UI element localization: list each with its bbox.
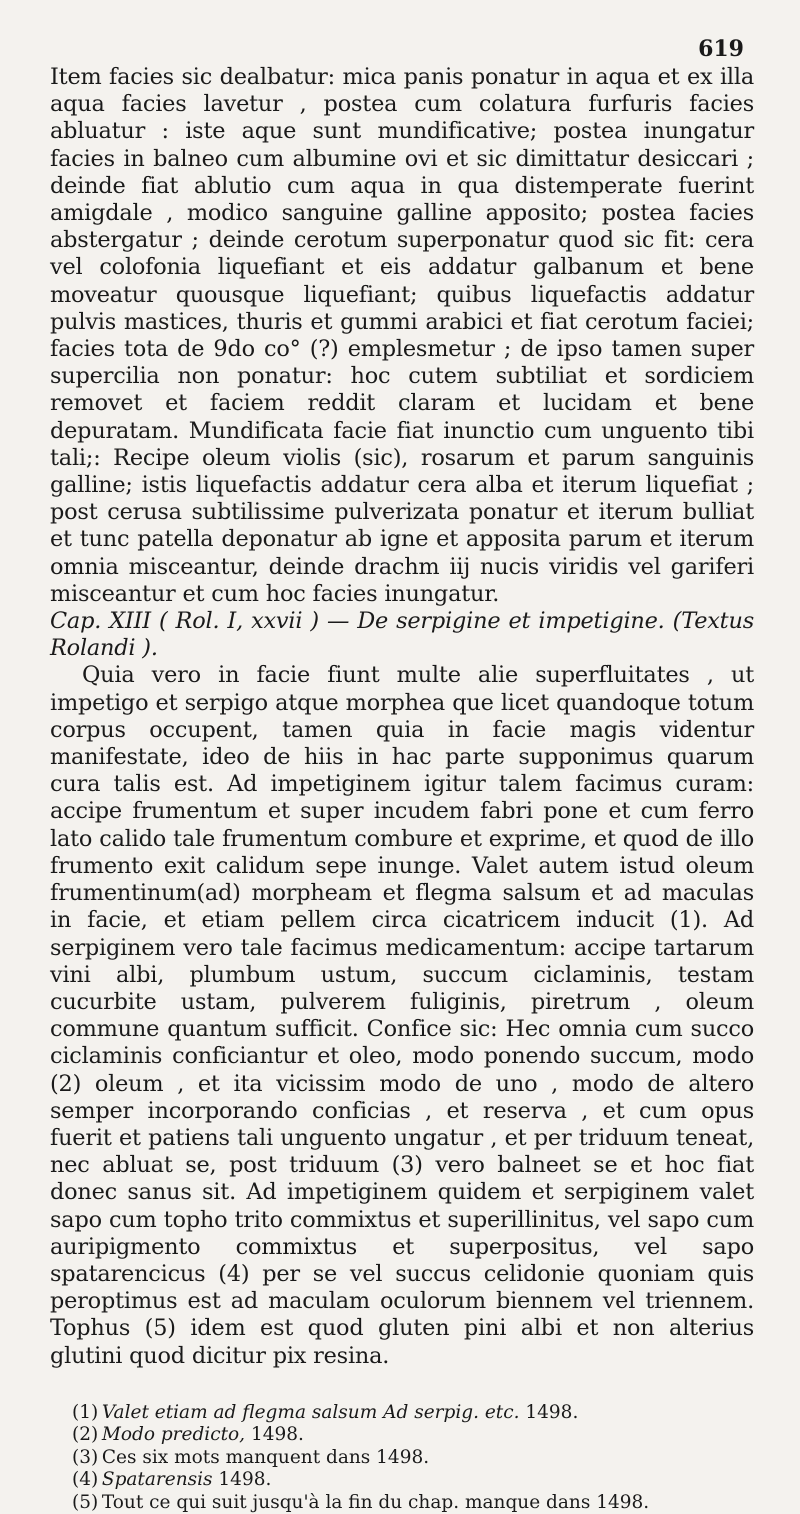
footnote [72, 1447, 754, 1470]
footnote [72, 1402, 754, 1425]
footnote-number: (4) [72, 1469, 99, 1491]
footnote-number: (1) [72, 1401, 99, 1423]
footnote-tail: 1498. [250, 1424, 304, 1446]
footnote-text: Valet etiam ad flegma salsum Ad serpig. etc. [101, 1401, 520, 1423]
footnote [72, 1492, 754, 1514]
footnote-tail: 1498. [218, 1469, 272, 1491]
footnote-number: (2) [72, 1424, 99, 1446]
page-number: 619 [698, 36, 744, 62]
paragraph: Quia vero in facie fiunt multe alie superfluitates , ut impetigo et serpigo atque morphea que licet quandoque totum corpus occupent, tamen quia in facie magis videntur manifestate, ideo de hiis in hac parte supponimus quarum cura talis est. Ad impetiginem igitur talem facimus curam: accipe frumentum et super incudem fabri pone et cum ferro lato calido tale frumentum combure et exprime, et quod de illo frumento exit calidum sepe inunge. Valet autem istud oleum frumentinum(ad) morpheam et flegma salsum et ad maculas in facie, et etiam pellem circa cicatricem inducit (1). Ad serpiginem vero tale facimus medicamentum: accipe tartarum vini albi, plumbum ustum, succum ciclaminis, testam cucurbite ustam, pulverem fuliginis, piretrum , oleum commune quantum sufficit. Confice sic: Hec omnia cum succo ciclaminis conficiantur et oleo, modo ponendo succum, modo (2) oleum , et ita vicissim modo de uno , modo de altero semper incorporando conficias , et reserva , et cum opus fuerit et patiens tali unguento ungatur , et per triduum teneat, nec abluat se, post triduum (3) vero balneet se et hoc fiat donec sanus sit. Ad impetiginem quidem et serpiginem valet sapo cum topho trito commixtus et superillinitus, vel sapo cum auripigmento commixtus et superpositus, vel sapo spatarencicus (4) per se vel succus celidonie quoniam quis peroptimus est ad maculam oculorum biennem vel triennem. Tophus (5) idem est quod gluten pini albi et non alterius glutini quod dicitur pix resina. [50, 662, 754, 1369]
footnote-text: Spatarensis [101, 1469, 213, 1491]
footnote-tail: Tout ce qui suit jusqu'à la fin du chap. manque dans 1498. [101, 1491, 650, 1513]
footnote-text: Modo predicto, [101, 1424, 246, 1446]
footnote-number: (5) [72, 1491, 99, 1513]
chapter-heading: Cap. XIII ( Rol. I, xxvii ) — De serpigine et impetigine. (Textus Rolandi ). [50, 608, 754, 662]
footnote-number: (3) [72, 1446, 99, 1468]
footnote [72, 1424, 754, 1447]
footnote-tail: Ces six mots manquent dans 1498. [101, 1446, 430, 1468]
footnote [72, 1469, 754, 1492]
main-text [50, 64, 754, 1370]
paragraph: Item facies sic dealbatur: mica panis ponatur in aqua et ex illa aqua facies lavetur , postea cum colatura furfuris facies abluatur : iste aque sunt mundificative; postea inungatur facies in balneo cum albumine ovi et sic dimittatur desiccari ; deinde fiat ablutio cum aqua in qua distemperate fuerint amigdale , modico sanguine galline apposito; postea facies abstergatur ; deinde cerotum superponatur quod sic fit: cera vel colofonia liquefiant et eis addatur galbanum et bene moveatur quousque liquefiant; quibus liquefactis addatur pulvis mastices, thuris et gummi arabici et fiat cerotum faciei; facies tota de 9do co° (?) emplesmetur ; de ipso tamen super supercilia non ponatur: hoc cutem subtiliat et sordiciem removet et faciem reddit claram et lucidam et bene depuratam. Mundificata facie fiat inunctio cum unguento tibi tali;: Recipe oleum violis (sic), rosarum et parum sanguinis galline; istis liquefactis addatur cera alba et iterum liquefiat ; post cerusa subtilissime pulverizata ponatur et iterum bulliat et tunc patella deponatur ab igne et apposita parum et iterum omnia misceantur, deinde drachm iij nucis viridis vel gariferi misceantur et cum hoc facies inungatur. [50, 64, 754, 607]
footnotes [50, 1402, 754, 1514]
footnote-tail: 1498. [525, 1401, 579, 1423]
